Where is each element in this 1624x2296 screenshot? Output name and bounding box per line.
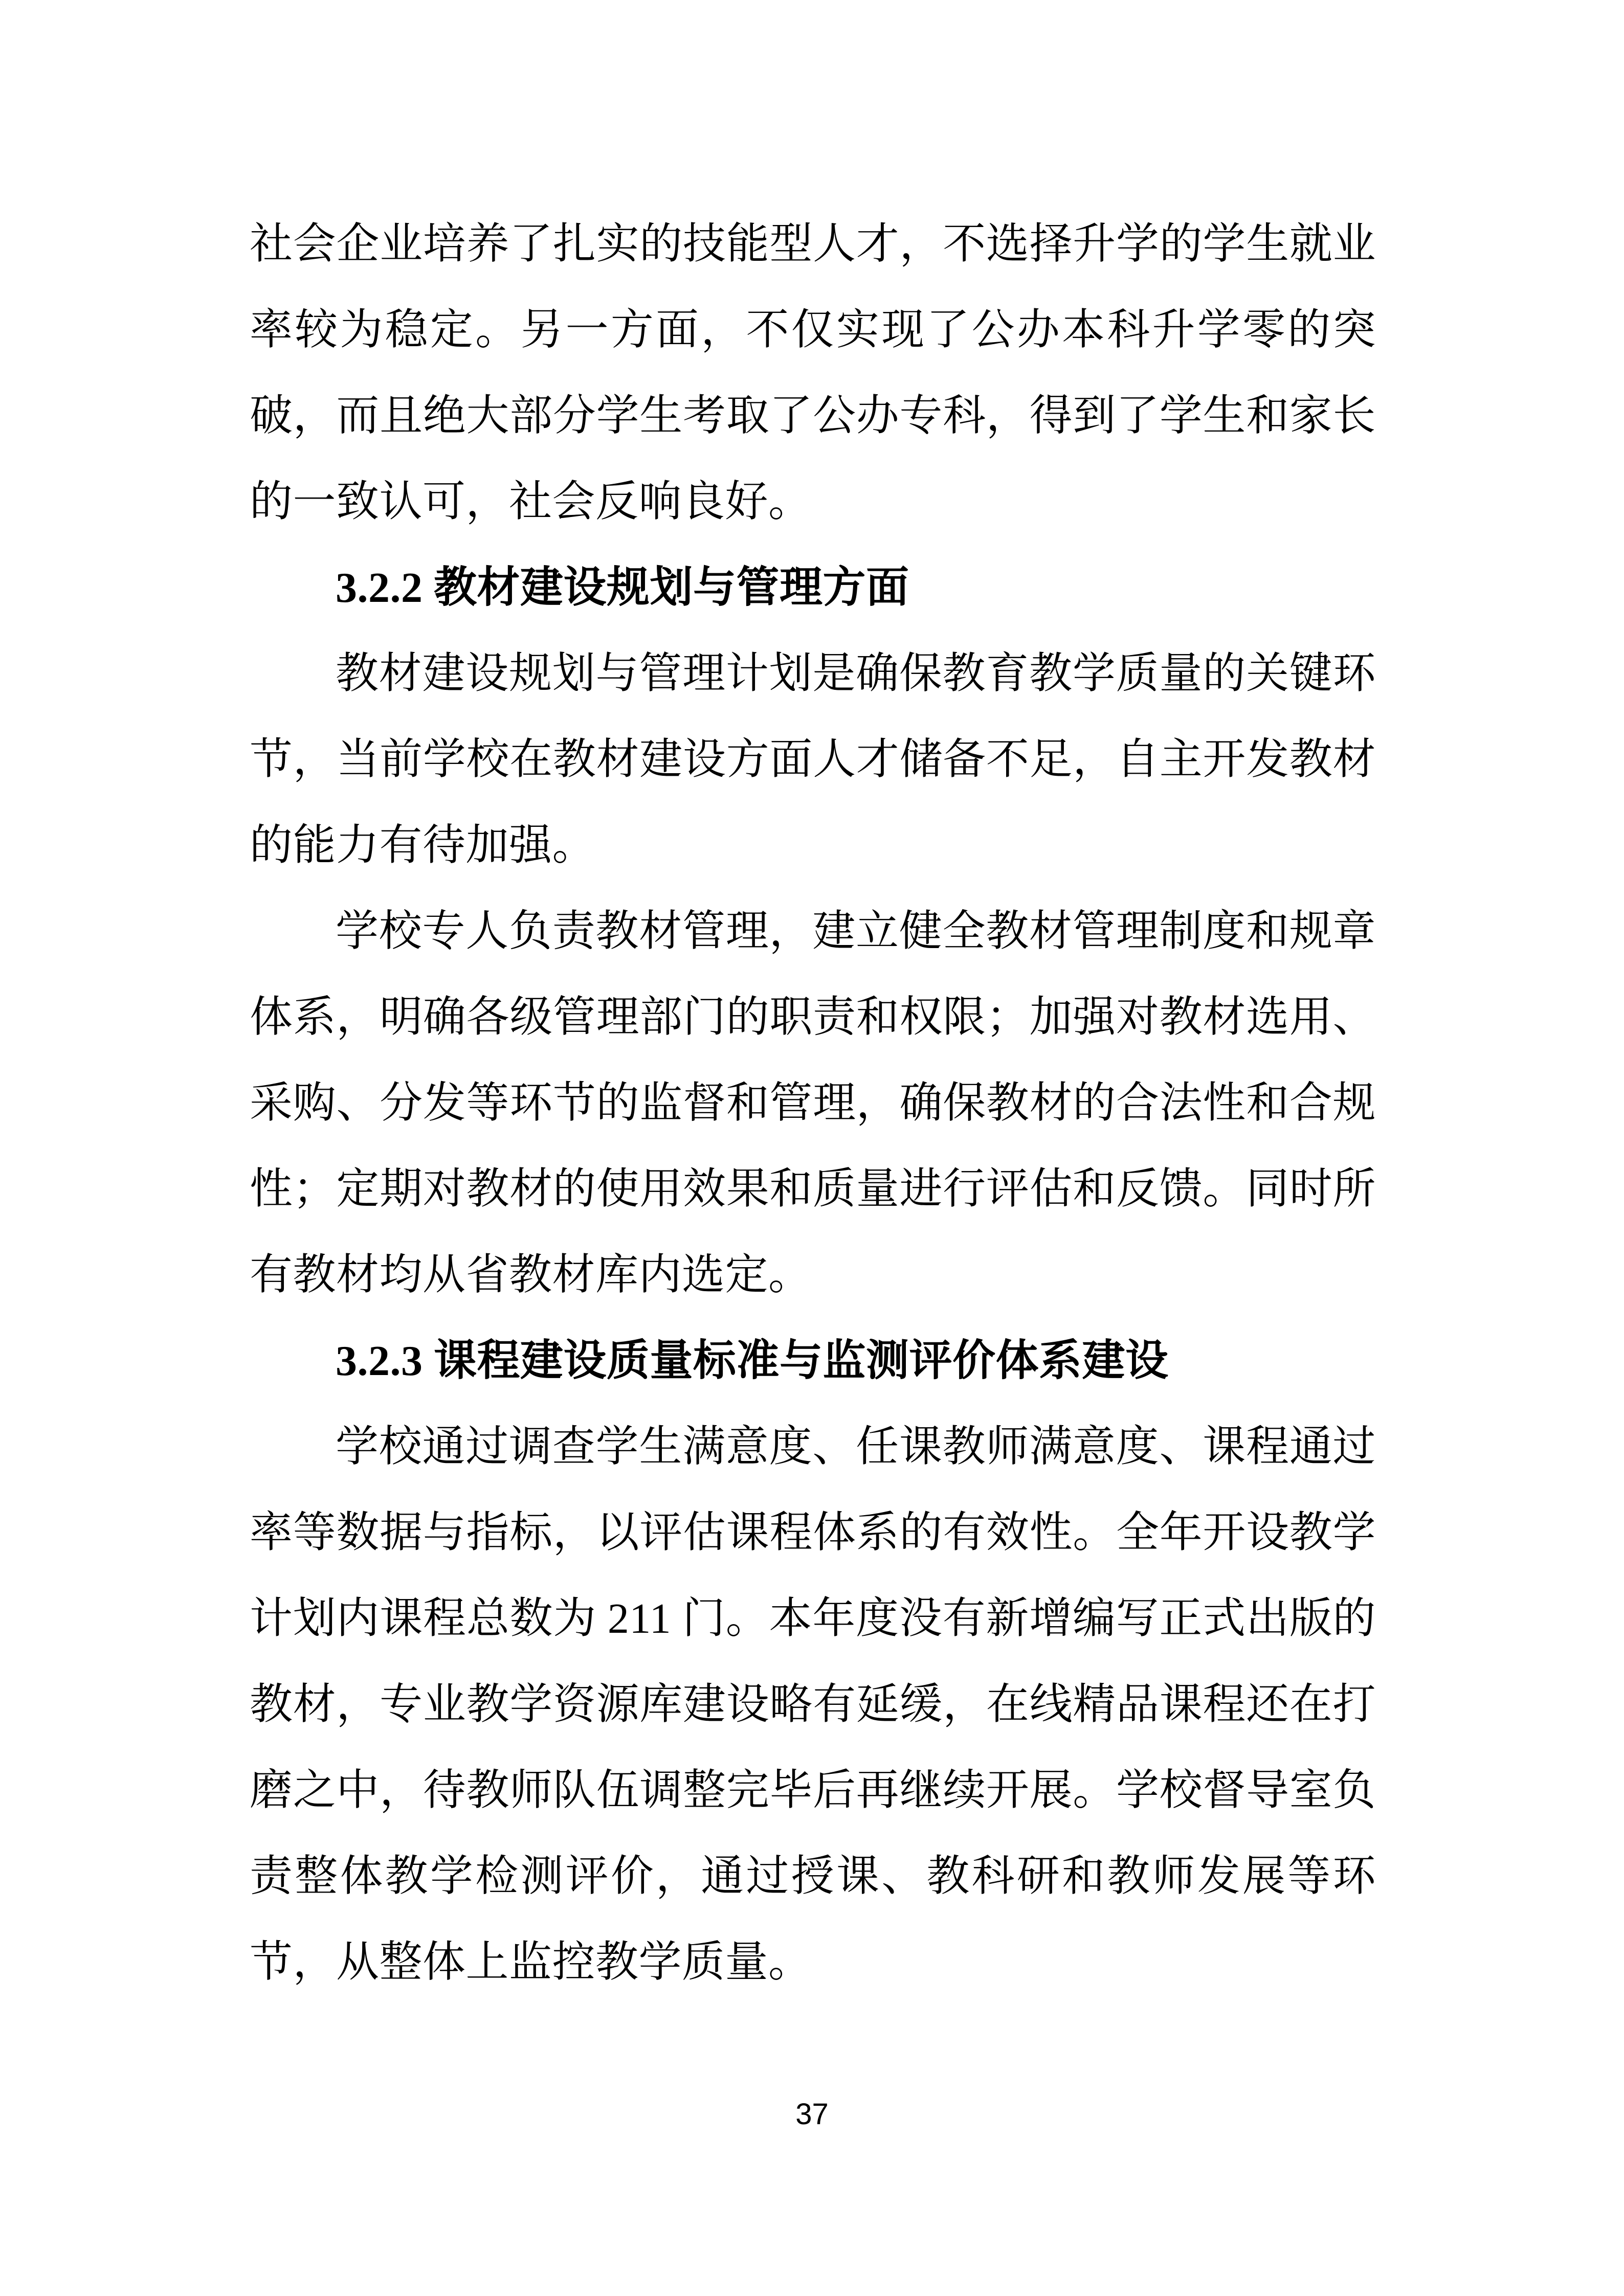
paragraph-textbook-planning: 教材建设规划与管理计划是确保教育教学质量的关键环节，当前学校在教材建设方面人才储备不足，自主开发教材的能力有待加强。	[250, 650, 1376, 869]
paragraph-continuation: 社会企业培养了扎实的技能型人才，不选择升学的学生就业率较为稳定。另一方面，不仅实现了公办本科升学零的突破，而且绝大部分学生考取了公办专科，得到了学生和家长的一致认可，社会反响良好。	[250, 220, 1376, 526]
section-heading-3-2-2: 3.2.2 教材建设规划与管理方面	[336, 564, 909, 612]
page-body-text	[250, 201, 1376, 2006]
paragraph-course-quality-monitoring: 学校通过调查学生满意度、任课教师满意度、课程通过率等数据与指标，以评估课程体系的有效性。全年开设教学计划内课程总数为 211 门。本年度没有新增编写正式出版的教材，专业教学资源库建设略有延缓，在线精品课程还在打磨之中，待教师队伍调整完毕后再继续开展。学校督导室负责整体教学检测评价，通过授课、教科研和教师发展等环节，从整体上监控教学质量。	[250, 1423, 1376, 1986]
paragraph-textbook-management: 学校专人负责教材管理，建立健全教材管理制度和规章体系，明确各级管理部门的职责和权限；加强对教材选用、采购、分发等环节的监督和管理，确保教材的合法性和合规性；定期对教材的使用效果和质量进行评估和反馈。同时所有教材均从省教材库内选定。	[250, 908, 1376, 1299]
page-number: 37	[795, 2098, 829, 2131]
section-heading-3-2-3: 3.2.3 课程建设质量标准与监测评价体系建设	[336, 1337, 1169, 1385]
